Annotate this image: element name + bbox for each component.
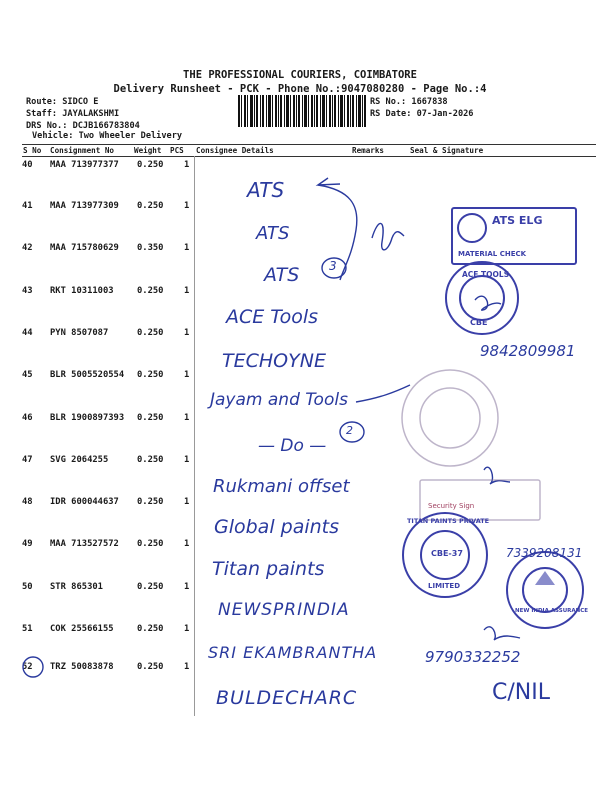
sno: 48 [22, 497, 33, 507]
handwritten-consignee: Global paints [214, 516, 340, 538]
row52-circle [23, 657, 43, 677]
weight: 0.250 [137, 624, 164, 634]
sno: 46 [22, 413, 33, 423]
handwritten-phone: 9790332252 [425, 648, 521, 666]
handwritten-consignee: NEWSPRINDIA [218, 600, 350, 620]
consignment-no: TRZ 50083878 [50, 662, 114, 672]
col-weight: Weight [134, 146, 162, 155]
weight: 0.250 [137, 286, 164, 296]
consignment-no: BLR 5005520554 [50, 370, 125, 380]
consignment-no: STR 865301 [50, 582, 103, 592]
consignment-no: RKT 10311003 [50, 286, 114, 296]
titan-stamp-center: CBE-37 [431, 549, 463, 558]
col-pcs: PCS [170, 146, 184, 155]
handwritten-consignee: — Do — [258, 436, 327, 456]
weight: 0.250 [137, 328, 164, 338]
sno: 40 [22, 160, 33, 170]
handwritten-consignee: ATS [256, 223, 290, 244]
fmd-scribble [372, 223, 404, 249]
vehicle-label: Vehicle: Two Wheeler Delivery [32, 131, 183, 141]
route-label: Route: SIDCO E [26, 97, 99, 107]
titan-stamp-top: TITAN PAINTS PRIVATE [407, 517, 490, 525]
consignment-no: MAA 713977309 [50, 201, 119, 211]
weight: 0.250 [137, 539, 164, 549]
titan-stamp-bottom: LIMITED [428, 582, 461, 590]
ace-stamp-top: ACE TOOLS [462, 270, 510, 279]
weight: 0.250 [137, 455, 164, 465]
sno: 44 [22, 328, 33, 338]
sno: 52 [22, 662, 33, 672]
pcs: 1 [184, 160, 190, 170]
pcs: 1 [184, 497, 190, 507]
col-sno: S No [23, 146, 42, 155]
pcs: 1 [184, 455, 190, 465]
sno: 47 [22, 455, 33, 465]
handwritten-count: 3 [329, 259, 337, 273]
handwritten-count: 2 [346, 424, 353, 437]
pcs: 1 [184, 286, 190, 296]
pcs: 1 [184, 662, 190, 672]
sign-scribble-3 [484, 627, 520, 640]
sign-scribble-2 [484, 467, 510, 484]
sno: 50 [22, 582, 33, 592]
weight: 0.250 [137, 370, 164, 380]
handwritten-consignee: Jayam and Tools [210, 390, 348, 410]
pcs: 1 [184, 328, 190, 338]
weight: 0.250 [137, 201, 164, 211]
col-remarks: Remarks [352, 146, 385, 155]
handwritten-consignee: ACE Tools [226, 306, 318, 328]
rs-date: RS Date: 07-Jan-2026 [370, 109, 474, 119]
nia-stamp-outer [507, 552, 583, 628]
consignment-no: IDR 600044637 [50, 497, 119, 507]
pcs: 1 [184, 243, 190, 253]
handwritten-consignee: ATS [247, 178, 285, 202]
ace-stamp-inner [460, 276, 504, 320]
consignment-no: MAA 713977377 [50, 160, 119, 170]
ace-stamp-bottom: CBE [470, 318, 488, 327]
pcs: 1 [184, 539, 190, 549]
arrow-stroke [318, 178, 340, 185]
security-stamp: Security Sign [428, 502, 475, 510]
pcs: 1 [184, 201, 190, 211]
handwritten-consignee: Rukmani offset [213, 476, 350, 497]
faded-stamp-outer [402, 370, 498, 466]
sno: 51 [22, 624, 33, 634]
consignment-no: PYN 8507087 [50, 328, 109, 338]
pcs: 1 [184, 413, 190, 423]
consignment-no: MAA 713527572 [50, 539, 119, 549]
sno: 41 [22, 201, 33, 211]
col-seal: Seal & Signature [410, 146, 484, 155]
handwritten-consignee: ATS [264, 264, 300, 286]
sno: 43 [22, 286, 33, 296]
handwritten-consignee: Titan paints [212, 558, 325, 580]
sno: 49 [22, 539, 33, 549]
pcs: 1 [184, 370, 190, 380]
company-title: THE PROFESSIONAL COURIERS, COIMBATORE [183, 69, 417, 81]
consignment-no: BLR 1900897393 [50, 413, 125, 423]
rs-number: RS No.: 1667838 [370, 97, 448, 107]
runsheet-subtitle: Delivery Runsheet - PCK - Phone No.:9047080280 - Page No.:4 [113, 83, 487, 95]
staff-label: Staff: JAYALAKSHMI [26, 109, 120, 119]
col-consignment: Consignment No [50, 146, 115, 155]
handwritten-consignee: SRI EKAMBRANTHA [208, 643, 378, 662]
sno: 45 [22, 370, 33, 380]
weight: 0.250 [137, 582, 164, 592]
sno: 42 [22, 243, 33, 253]
nia-stamp-text: NEW INDIA ASSURANCE [515, 608, 589, 614]
weight: 0.250 [137, 497, 164, 507]
ats-stamp-subtext: MATERIAL CHECK [458, 250, 527, 258]
consignment-no: MAA 715780629 [50, 243, 119, 253]
weight: 0.250 [137, 662, 164, 672]
jayam-arrow [356, 385, 410, 402]
ats-stamp-logo [458, 214, 486, 242]
weight: 0.350 [137, 243, 164, 253]
pcs: 1 [184, 624, 190, 634]
handwritten-consignee: BULDECHARC [216, 687, 358, 709]
drs-number: DRS No.: DCJB166783804 [26, 121, 140, 131]
pcs: 1 [184, 582, 190, 592]
consignment-no: SVG 2064255 [50, 455, 109, 465]
handwritten-remark: C/NIL [492, 680, 550, 705]
weight: 0.250 [137, 413, 164, 423]
bracket-stroke [318, 185, 357, 280]
weight: 0.250 [137, 160, 164, 170]
col-consignee: Consignee Details [196, 146, 274, 155]
faded-stamp-inner [420, 388, 480, 448]
handwritten-phone: 7339208131 [506, 546, 583, 560]
ats-stamp-text: ATS ELG [492, 214, 543, 227]
handwritten-phone: 9842809981 [480, 342, 576, 360]
nia-emblem [535, 571, 555, 585]
consignment-no: COK 25566155 [50, 624, 114, 634]
handwritten-consignee: TECHOYNE [222, 350, 326, 372]
sign-scribble-1 [475, 296, 501, 310]
